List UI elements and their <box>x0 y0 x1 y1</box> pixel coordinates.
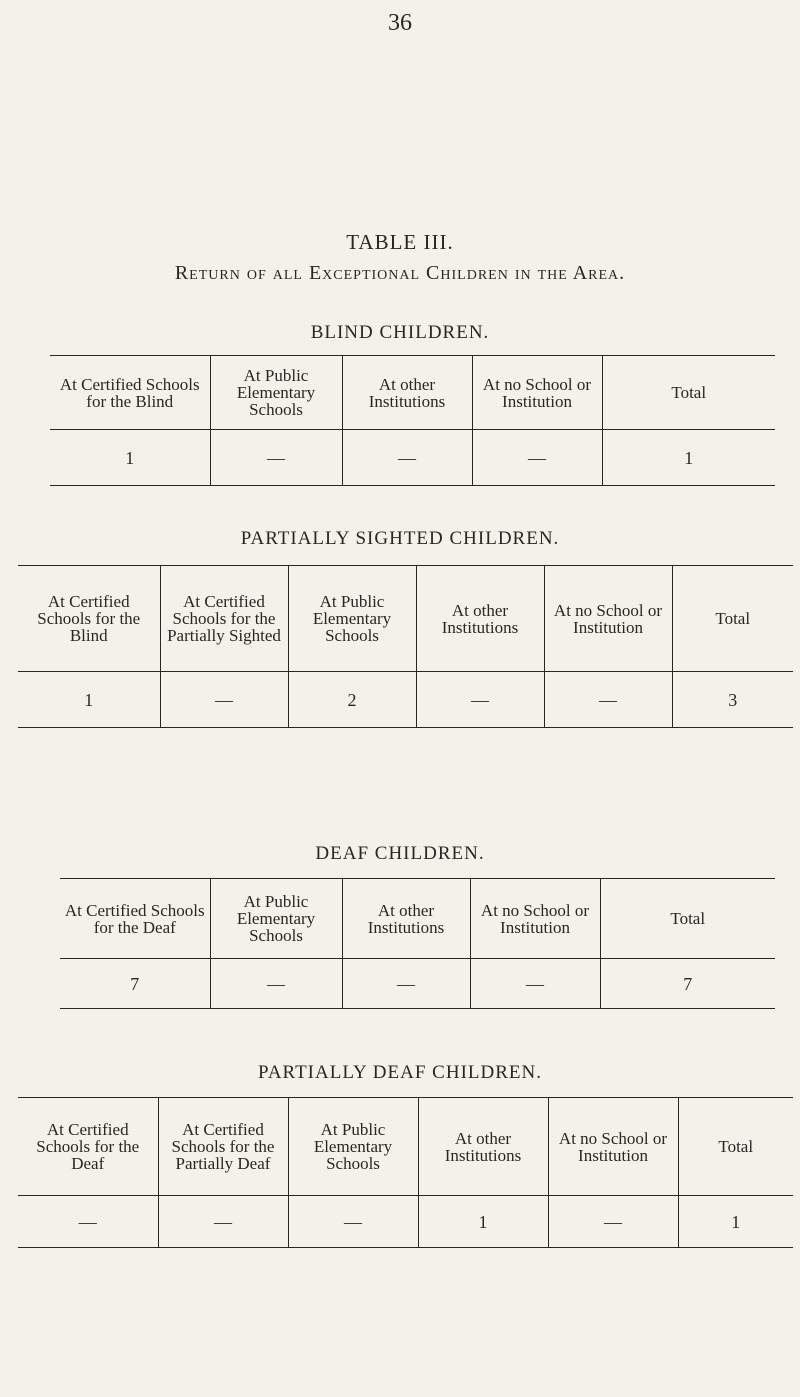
value-cell: — <box>548 1196 678 1248</box>
value-cell: — <box>342 959 470 1009</box>
partially-deaf-children-table <box>18 1097 793 1248</box>
partially-sighted-children-table <box>18 565 793 728</box>
value-cell: 2 <box>288 672 416 728</box>
page-number: 36 <box>388 10 412 36</box>
value-cell: 1 <box>678 1196 793 1248</box>
value-cell: 7 <box>60 959 210 1009</box>
header-cell: Total <box>678 1098 793 1196</box>
value-cell: 1 <box>602 430 775 486</box>
header-cell: At Certified Schools for the Partially Sighted <box>160 566 288 672</box>
value-cell: — <box>160 672 288 728</box>
value-cell: 1 <box>418 1196 548 1248</box>
value-cell: — <box>544 672 672 728</box>
header-cell: At other Institutions <box>416 566 544 672</box>
value-cell: — <box>472 430 602 486</box>
header-cell: At Certified Schools for the Deaf <box>60 879 210 959</box>
blind-children-table <box>50 355 775 486</box>
blind-children-title: BLIND CHILDREN. <box>310 322 490 343</box>
value-cell: — <box>18 1196 158 1248</box>
value-cell: — <box>210 430 342 486</box>
header-cell: At no School or Institution <box>544 566 672 672</box>
header-cell: At Certified Schools for the Blind <box>18 566 160 672</box>
value-cell: — <box>158 1196 288 1248</box>
header-cell: At Public Elementary Schools <box>210 356 342 430</box>
header-cell: At Public Elementary Schools <box>210 879 342 959</box>
table-subtitle: Return of all Exceptional Children in the Area. <box>174 262 626 284</box>
header-cell: At no School or Institution <box>470 879 600 959</box>
value-cell: — <box>342 430 472 486</box>
header-cell: At Certified Schools for the Partially Deaf <box>158 1098 288 1196</box>
value-cell: — <box>416 672 544 728</box>
partially-deaf-children-title: PARTIALLY DEAF CHILDREN. <box>258 1062 542 1083</box>
value-cell: 7 <box>600 959 775 1009</box>
value-cell: — <box>470 959 600 1009</box>
value-cell: — <box>210 959 342 1009</box>
value-cell: 3 <box>672 672 793 728</box>
deaf-children-table <box>60 878 775 1009</box>
table-title: TABLE III. <box>346 230 454 254</box>
deaf-children-title: DEAF CHILDREN. <box>315 843 485 864</box>
value-cell: 1 <box>18 672 160 728</box>
header-cell: At other Institutions <box>418 1098 548 1196</box>
header-cell: At no School or Institution <box>548 1098 678 1196</box>
partially-sighted-children-title: PARTIALLY SIGHTED CHILDREN. <box>240 528 560 549</box>
value-cell: 1 <box>50 430 210 486</box>
header-cell: Total <box>600 879 775 959</box>
header-cell: At Certified Schools for the Blind <box>50 356 210 430</box>
header-cell: At other Institutions <box>342 879 470 959</box>
header-cell: At no School or Institution <box>472 356 602 430</box>
value-cell: — <box>288 1196 418 1248</box>
header-cell: At Public Elementary Schools <box>288 1098 418 1196</box>
header-cell: Total <box>602 356 775 430</box>
header-cell: Total <box>672 566 793 672</box>
header-cell: At other Institutions <box>342 356 472 430</box>
header-cell: At Certified Schools for the Deaf <box>18 1098 158 1196</box>
header-cell: At Public Elementary Schools <box>288 566 416 672</box>
